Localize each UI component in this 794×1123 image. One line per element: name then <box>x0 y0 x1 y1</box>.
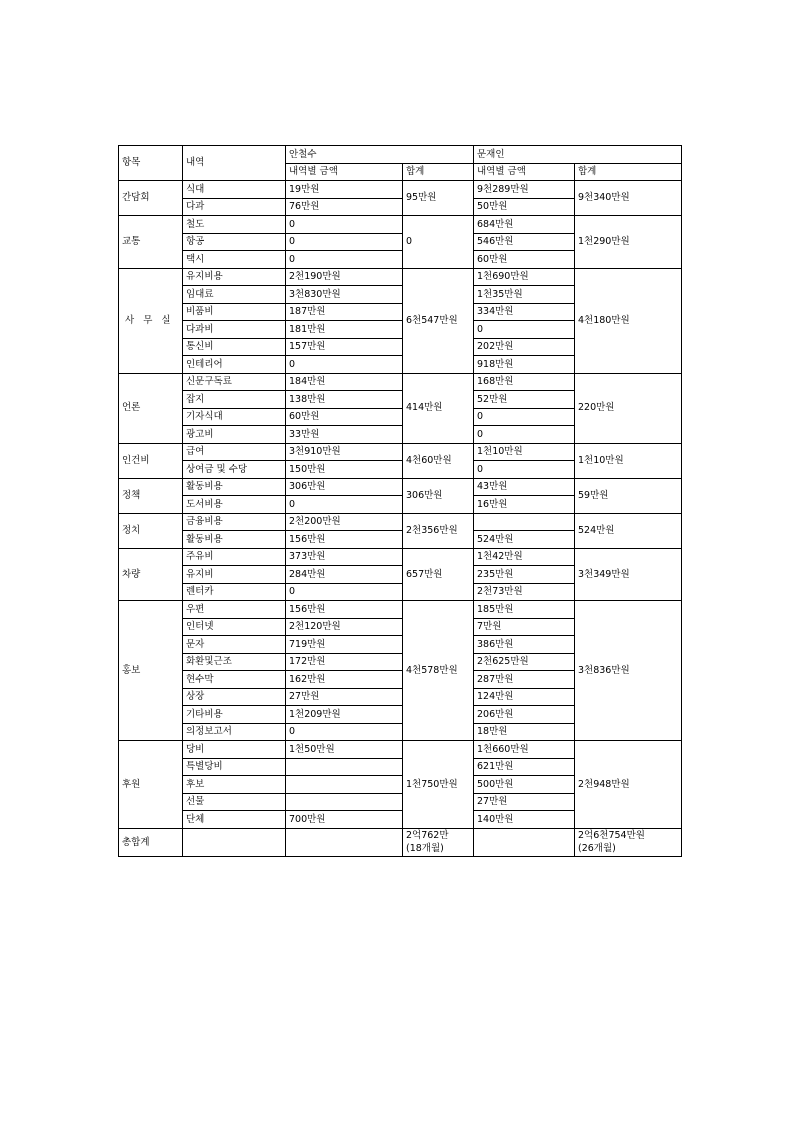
ahn-amount-cell: 2천190만원 <box>286 268 403 286</box>
ahn-amount-cell: 0 <box>286 216 403 234</box>
moon-amount-cell: 16만원 <box>474 496 575 514</box>
moon-amount-cell: 2천625만원 <box>474 653 575 671</box>
item-label-cell: 선물 <box>183 793 286 811</box>
grand-total-ahn-months: (18개월) <box>406 843 444 855</box>
table-row <box>119 443 682 461</box>
moon-amount-cell: 7만원 <box>474 618 575 636</box>
moon-subtotal-cell: 2천948만원 <box>575 741 682 829</box>
header-ahn-subtotal: 합계 <box>403 163 474 181</box>
moon-amount-cell: 1천35만원 <box>474 286 575 304</box>
item-label-cell: 식대 <box>183 181 286 199</box>
ahn-amount-cell: 33만원 <box>286 426 403 444</box>
item-label-cell: 항공 <box>183 233 286 251</box>
grand-total-moon-amount-blank <box>474 828 575 857</box>
ahn-amount-cell: 1천50만원 <box>286 741 403 759</box>
item-label-cell: 주유비 <box>183 548 286 566</box>
moon-amount-cell: 50만원 <box>474 198 575 216</box>
ahn-amount-cell: 719만원 <box>286 636 403 654</box>
item-label-cell: 다과 <box>183 198 286 216</box>
moon-amount-cell: 918만원 <box>474 356 575 374</box>
ahn-amount-cell: 184만원 <box>286 373 403 391</box>
ahn-amount-cell <box>286 793 403 811</box>
moon-amount-cell: 52만원 <box>474 391 575 409</box>
category-cell: 교통 <box>119 216 183 269</box>
item-label-cell: 도서비용 <box>183 496 286 514</box>
table-footer <box>119 828 682 857</box>
header-ahn-amount: 내역별 금액 <box>286 163 403 181</box>
moon-amount-cell: 386만원 <box>474 636 575 654</box>
item-label-cell: 택시 <box>183 251 286 269</box>
category-cell: 홍보 <box>119 601 183 741</box>
ahn-amount-cell: 156만원 <box>286 601 403 619</box>
ahn-amount-cell: 162만원 <box>286 671 403 689</box>
item-label-cell: 비품비 <box>183 303 286 321</box>
header-moon-amount: 내역별 금액 <box>474 163 575 181</box>
grand-total-moon <box>575 828 682 857</box>
grand-total-label: 총합계 <box>119 828 183 857</box>
item-label-cell: 특별당비 <box>183 758 286 776</box>
moon-amount-cell: 1천10만원 <box>474 443 575 461</box>
item-label-cell: 의정보고서 <box>183 723 286 741</box>
ahn-subtotal-cell: 95만원 <box>403 181 474 216</box>
ahn-amount-cell: 0 <box>286 583 403 601</box>
moon-amount-cell: 124만원 <box>474 688 575 706</box>
item-label-cell: 상여금 및 수당 <box>183 461 286 479</box>
moon-amount-cell: 1천690만원 <box>474 268 575 286</box>
header-row-top <box>119 146 682 164</box>
item-label-cell: 렌터카 <box>183 583 286 601</box>
moon-subtotal-cell: 524만원 <box>575 513 682 548</box>
ahn-amount-cell: 2천120만원 <box>286 618 403 636</box>
moon-amount-cell: 500만원 <box>474 776 575 794</box>
ahn-amount-cell: 284만원 <box>286 566 403 584</box>
header-moon-subtotal: 합계 <box>575 163 682 181</box>
item-label-cell: 당비 <box>183 741 286 759</box>
ahn-amount-cell: 306만원 <box>286 478 403 496</box>
category-cell: 정책 <box>119 478 183 513</box>
category-cell: 사 무 실 <box>119 268 183 373</box>
table-row <box>119 268 682 286</box>
moon-amount-cell: 334만원 <box>474 303 575 321</box>
grand-total-item-blank <box>183 828 286 857</box>
moon-subtotal-cell: 1천10만원 <box>575 443 682 478</box>
item-label-cell: 후보 <box>183 776 286 794</box>
item-label-cell: 인터넷 <box>183 618 286 636</box>
item-label-cell: 화환및근조 <box>183 653 286 671</box>
category-cell: 후원 <box>119 741 183 829</box>
item-label-cell: 문자 <box>183 636 286 654</box>
ahn-subtotal-cell: 0 <box>403 216 474 269</box>
item-label-cell: 기자식대 <box>183 408 286 426</box>
moon-amount-cell: 43만원 <box>474 478 575 496</box>
item-label-cell: 광고비 <box>183 426 286 444</box>
moon-amount-cell: 684만원 <box>474 216 575 234</box>
item-label-cell: 유지비 <box>183 566 286 584</box>
category-cell: 언론 <box>119 373 183 443</box>
moon-amount-cell: 0 <box>474 408 575 426</box>
item-label-cell: 임대료 <box>183 286 286 304</box>
moon-amount-cell: 202만원 <box>474 338 575 356</box>
item-label-cell: 잡지 <box>183 391 286 409</box>
table-row <box>119 373 682 391</box>
ahn-amount-cell: 19만원 <box>286 181 403 199</box>
table-row <box>119 741 682 759</box>
grand-total-moon-value: 2억6천754만원 <box>578 829 645 841</box>
moon-subtotal-cell: 3천349만원 <box>575 548 682 601</box>
ahn-amount-cell: 0 <box>286 356 403 374</box>
ahn-subtotal-cell: 1천750만원 <box>403 741 474 829</box>
header-item: 내역 <box>183 146 286 181</box>
item-label-cell: 활동비용 <box>183 478 286 496</box>
grand-total-ahn-amount-blank <box>286 828 403 857</box>
item-label-cell: 현수막 <box>183 671 286 689</box>
item-label-cell: 단체 <box>183 811 286 829</box>
moon-amount-cell: 546만원 <box>474 233 575 251</box>
moon-amount-cell: 1천660만원 <box>474 741 575 759</box>
item-label-cell: 금융비용 <box>183 513 286 531</box>
moon-amount-cell: 27만원 <box>474 793 575 811</box>
moon-amount-cell: 1천42만원 <box>474 548 575 566</box>
moon-amount-cell: 168만원 <box>474 373 575 391</box>
ahn-subtotal-cell: 4천578만원 <box>403 601 474 741</box>
moon-amount-cell: 2천73만원 <box>474 583 575 601</box>
ahn-amount-cell: 3천910만원 <box>286 443 403 461</box>
ahn-subtotal-cell: 4천60만원 <box>403 443 474 478</box>
moon-amount-cell: 235만원 <box>474 566 575 584</box>
ahn-amount-cell: 2천200만원 <box>286 513 403 531</box>
table-header <box>119 146 682 181</box>
header-candidate-moon: 문재인 <box>474 146 682 164</box>
moon-subtotal-cell: 9천340만원 <box>575 181 682 216</box>
ahn-amount-cell: 156만원 <box>286 531 403 549</box>
moon-subtotal-cell: 4천180만원 <box>575 268 682 373</box>
moon-subtotal-cell: 59만원 <box>575 478 682 513</box>
ahn-subtotal-cell: 414만원 <box>403 373 474 443</box>
grand-total-row <box>119 828 682 857</box>
table-row <box>119 216 682 234</box>
ahn-subtotal-cell: 6천547만원 <box>403 268 474 373</box>
category-cell: 차량 <box>119 548 183 601</box>
moon-amount-cell: 185만원 <box>474 601 575 619</box>
moon-amount-cell: 0 <box>474 321 575 339</box>
ahn-amount-cell: 27만원 <box>286 688 403 706</box>
ahn-amount-cell: 172만원 <box>286 653 403 671</box>
ahn-amount-cell: 157만원 <box>286 338 403 356</box>
moon-amount-cell: 18만원 <box>474 723 575 741</box>
ahn-amount-cell: 138만원 <box>286 391 403 409</box>
ahn-amount-cell: 0 <box>286 251 403 269</box>
ahn-amount-cell: 373만원 <box>286 548 403 566</box>
item-label-cell: 급여 <box>183 443 286 461</box>
moon-subtotal-cell: 3천836만원 <box>575 601 682 741</box>
table-row <box>119 478 682 496</box>
item-label-cell: 철도 <box>183 216 286 234</box>
ahn-amount-cell: 60만원 <box>286 408 403 426</box>
ahn-subtotal-cell: 306만원 <box>403 478 474 513</box>
grand-total-moon-months: (26개월) <box>578 843 616 855</box>
moon-subtotal-cell: 1천290만원 <box>575 216 682 269</box>
item-label-cell: 신문구독료 <box>183 373 286 391</box>
category-cell: 정치 <box>119 513 183 548</box>
expense-comparison-table <box>118 145 682 857</box>
item-label-cell: 유지비용 <box>183 268 286 286</box>
header-category: 항목 <box>119 146 183 181</box>
ahn-amount-cell: 187만원 <box>286 303 403 321</box>
moon-amount-cell: 287만원 <box>474 671 575 689</box>
category-cell: 간담회 <box>119 181 183 216</box>
grand-total-ahn-value: 2억762만 <box>406 829 449 841</box>
header-candidate-ahn: 안철수 <box>286 146 474 164</box>
ahn-subtotal-cell: 2천356만원 <box>403 513 474 548</box>
ahn-amount-cell: 0 <box>286 233 403 251</box>
ahn-amount-cell: 700만원 <box>286 811 403 829</box>
ahn-amount-cell: 76만원 <box>286 198 403 216</box>
moon-amount-cell: 9천289만원 <box>474 181 575 199</box>
ahn-subtotal-cell: 657만원 <box>403 548 474 601</box>
moon-amount-cell: 0 <box>474 461 575 479</box>
ahn-amount-cell <box>286 758 403 776</box>
ahn-amount-cell: 0 <box>286 723 403 741</box>
item-label-cell: 인테리어 <box>183 356 286 374</box>
table-row <box>119 548 682 566</box>
ahn-amount-cell <box>286 776 403 794</box>
table-row <box>119 181 682 199</box>
moon-amount-cell <box>474 513 575 531</box>
moon-subtotal-cell: 220만원 <box>575 373 682 443</box>
table-row <box>119 513 682 531</box>
ahn-amount-cell: 150만원 <box>286 461 403 479</box>
item-label-cell: 통신비 <box>183 338 286 356</box>
item-label-cell: 활동비용 <box>183 531 286 549</box>
item-label-cell: 우편 <box>183 601 286 619</box>
category-cell: 인건비 <box>119 443 183 478</box>
table-row <box>119 601 682 619</box>
moon-amount-cell: 206만원 <box>474 706 575 724</box>
grand-total-ahn <box>403 828 474 857</box>
moon-amount-cell: 524만원 <box>474 531 575 549</box>
table-body <box>119 181 682 829</box>
item-label-cell: 기타비용 <box>183 706 286 724</box>
moon-amount-cell: 621만원 <box>474 758 575 776</box>
ahn-amount-cell: 0 <box>286 496 403 514</box>
moon-amount-cell: 0 <box>474 426 575 444</box>
ahn-amount-cell: 1천209만원 <box>286 706 403 724</box>
ahn-amount-cell: 181만원 <box>286 321 403 339</box>
expense-table-container <box>118 145 681 857</box>
item-label-cell: 다과비 <box>183 321 286 339</box>
moon-amount-cell: 60만원 <box>474 251 575 269</box>
item-label-cell: 상장 <box>183 688 286 706</box>
moon-amount-cell: 140만원 <box>474 811 575 829</box>
ahn-amount-cell: 3천830만원 <box>286 286 403 304</box>
